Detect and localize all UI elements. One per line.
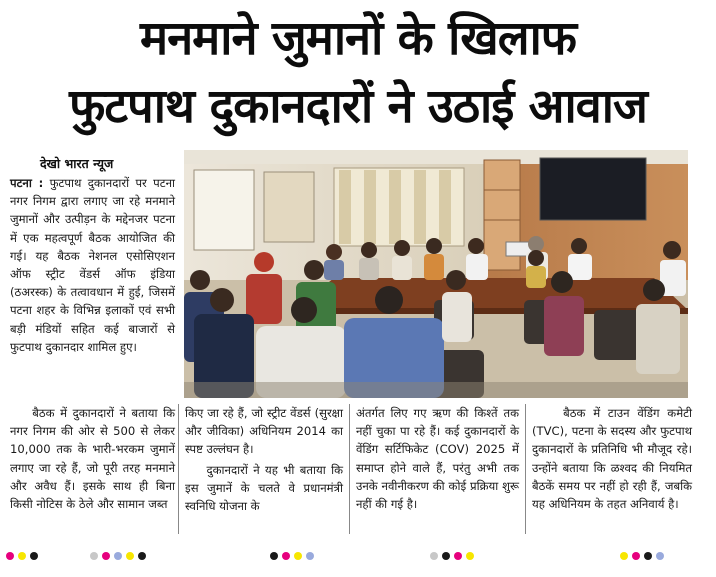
column-4-text: बैठक में टाउन वेंडिंग कमेटी (TVC), पटना के सदस्य और फुटपाथ दुकानदारों के प्रतिनिधि भी मौजूद रहे। उन्होंने बताया कि ळश्वद की नियमित बैठकें समय पर नहीं हो रही हैं, जबकि यह अधिनियम के तहत अनिवार्य है।: [532, 406, 692, 512]
column-rule: [178, 404, 179, 534]
byline: देखो भारत न्यूज: [40, 156, 114, 171]
registration-marks: [270, 552, 314, 560]
article-column-2: [185, 404, 343, 515]
meeting-photo-illustration: [184, 150, 688, 398]
registration-marks: [90, 552, 146, 560]
headline-line-1: मनमाने जुमानों के खिलाफ: [139, 11, 577, 66]
column-2-para-2: दुकानदारों ने यह भी बताया कि इस जुमानें के चलते वे प्रधानमंत्री स्वनिधि योजना के: [185, 462, 343, 514]
column-2-para-1: किए जा रहे हैं, जो स्ट्रीट वेंडर्स (सुरक्षा और जीविका) अधिनियम 2014 का स्पष्ट उल्लंघन है।: [185, 406, 343, 457]
article-column-intro: [10, 174, 175, 356]
column-3-text: अंतर्गत लिए गए ऋण की किश्तें तक नहीं चुका पा रहे हैं। कई दुकानदारों के वेंडिंग सर्टिफिकेट (COV) 2025 में समाप्त होने वाले हैं, परंतु अभी तक उनके नवीनीकरण की कोई प्रक्रिया शुरू नहीं की गई है।: [356, 406, 519, 512]
registration-marks: [430, 552, 474, 560]
article-column-3: [356, 404, 519, 513]
dateline-place: पटना :: [10, 176, 44, 190]
meeting-photo: [184, 150, 688, 398]
registration-marks-left: [6, 552, 38, 560]
article-column-1: [10, 404, 175, 513]
article-column-4: [532, 404, 692, 513]
headline-line-2: फुटपाथ दुकानदारों ने उठाई आवाज: [69, 79, 647, 134]
column-rule: [525, 404, 526, 534]
intro-text: फुटपाथ दुकानदारों पर पटना नगर निगम द्वारा लगाए जा रहे मनमाने जुमानों और उत्पीड़न के मद्देनजर पटना में एक महत्वपूर्ण बैठक आयोजित की गई। यह बैठक नेशनल एसोसिएशन ऑफ स्ट्रीट वेंडर्स ऑफ इंडिया (ठअरस्क) के तत्वावधान में हुई, जिसमें पटना शहर के विभिन्न इलाकों एवं सभी बड़ी मंडियों सहित कई बाजारों से फुटपाथ दुकानदार शामिल हुए।: [10, 176, 176, 354]
column-1-text: बैठक में दुकानदारों ने बताया कि नगर निगम की ओर से 500 से लेकर 10,000 तक के भारी-भरकम जुमानें लगाए जा रहे हैं, जो पूरी तरह मनमाने और अवैध हैं। इसके साथ ही बिना किसी नोटिस के ठेले और सामान जब्त: [10, 406, 175, 512]
column-rule: [349, 404, 350, 534]
registration-marks-right: [620, 552, 664, 560]
